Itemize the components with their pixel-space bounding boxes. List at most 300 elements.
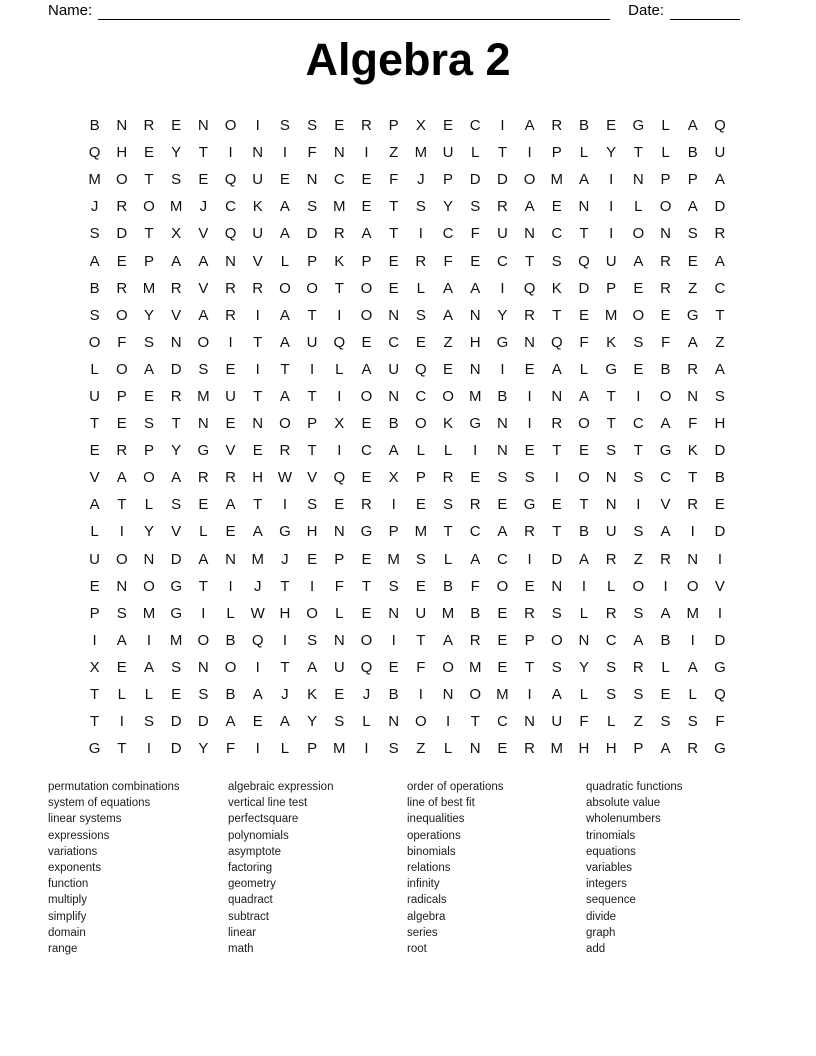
grid-letter-r4-c12: T — [389, 198, 399, 216]
grid-letter-r24-c8: L — [280, 740, 290, 758]
grid-letter-r21-c9: A — [307, 658, 318, 676]
grid-letter-r12-c11: E — [361, 415, 372, 433]
grid-letter-r16-c7: A — [252, 523, 263, 541]
word-bank-item: range — [48, 943, 78, 956]
grid-letter-r10-c24: A — [714, 360, 725, 378]
grid-letter-r7-c16: I — [500, 279, 505, 297]
grid-letter-r10-c19: L — [579, 360, 589, 378]
grid-letter-r23-c13: O — [415, 713, 427, 731]
word-bank-item: geometry — [228, 878, 276, 891]
grid-letter-r23-c11: L — [362, 713, 371, 731]
grid-letter-r5-c15: F — [470, 225, 480, 243]
grid-letter-r8-c7: I — [255, 306, 260, 324]
word-bank — [0, 779, 816, 959]
grid-letter-r13-c11: C — [361, 442, 372, 460]
grid-letter-r6-c3: P — [143, 252, 154, 270]
grid-letter-r16-c11: G — [360, 523, 373, 541]
grid-letter-r19-c14: M — [441, 604, 455, 622]
grid-letter-r22-c18: A — [551, 686, 562, 704]
grid-letter-r17-c20: R — [605, 550, 617, 568]
grid-letter-r24-c2: T — [117, 740, 127, 758]
grid-letter-r2-c2: H — [116, 144, 128, 162]
grid-letter-r14-c5: R — [197, 469, 209, 487]
word-bank-item: domain — [48, 926, 86, 939]
grid-letter-r15-c10: E — [334, 496, 345, 514]
grid-letter-r4-c4: M — [169, 198, 183, 216]
grid-letter-r13-c8: R — [279, 442, 291, 460]
grid-letter-r4-c14: Y — [443, 198, 454, 216]
word-bank-item: polynomials — [228, 829, 289, 842]
grid-letter-r4-c2: R — [116, 198, 128, 216]
grid-letter-r16-c23: I — [690, 523, 695, 541]
word-bank-item: equations — [586, 845, 636, 858]
grid-letter-r20-c16: E — [497, 631, 508, 649]
grid-letter-r24-c24: G — [714, 740, 726, 758]
grid-letter-r24-c13: Z — [416, 740, 426, 758]
page-title: Algebra 2 — [305, 34, 511, 85]
grid-letter-r2-c10: N — [333, 144, 345, 162]
grid-letter-r5-c7: U — [252, 225, 264, 243]
grid-letter-r5-c4: X — [171, 225, 182, 243]
grid-letter-r11-c18: N — [551, 387, 563, 405]
grid-letter-r24-c14: L — [443, 740, 453, 758]
grid-letter-r18-c8: T — [280, 577, 290, 595]
grid-letter-r8-c9: T — [307, 306, 317, 324]
grid-letter-r11-c9: T — [307, 387, 317, 405]
grid-letter-r9-c16: G — [496, 333, 509, 351]
grid-letter-r18-c14: B — [443, 577, 454, 595]
grid-letter-r17-c17: I — [527, 550, 532, 568]
grid-letter-r7-c22: R — [660, 279, 671, 297]
word-search-grid — [81, 112, 734, 762]
grid-letter-r8-c16: Y — [497, 306, 508, 324]
grid-letter-r16-c1: L — [90, 523, 99, 541]
grid-letter-r6-c9: P — [307, 252, 318, 270]
grid-letter-r24-c21: P — [633, 740, 644, 758]
grid-letter-r11-c22: O — [659, 387, 672, 405]
grid-letter-r5-c18: C — [551, 225, 563, 243]
grid-letter-r17-c6: N — [225, 550, 236, 568]
grid-letter-r8-c11: O — [360, 306, 373, 324]
grid-letter-r13-c2: R — [116, 442, 128, 460]
grid-letter-r16-c3: Y — [143, 523, 154, 541]
grid-letter-r1-c5: N — [197, 117, 209, 135]
grid-letter-r16-c24: D — [714, 523, 726, 541]
grid-letter-r20-c10: N — [333, 631, 345, 649]
word-bank-item: series — [407, 926, 438, 939]
grid-letter-r15-c19: T — [579, 496, 589, 514]
grid-letter-r8-c18: T — [552, 306, 562, 324]
grid-letter-r9-c9: U — [306, 333, 318, 351]
grid-letter-r5-c22: N — [660, 225, 671, 243]
grid-letter-r13-c12: A — [388, 442, 399, 460]
grid-letter-r2-c15: L — [471, 144, 480, 162]
grid-letter-r18-c20: L — [606, 577, 616, 595]
grid-letter-r7-c24: C — [714, 279, 726, 297]
grid-letter-r22-c4: E — [171, 686, 182, 704]
grid-letter-r15-c8: I — [282, 496, 287, 514]
grid-letter-r15-c16: E — [497, 496, 508, 514]
grid-letter-r17-c24: I — [717, 550, 722, 568]
grid-letter-r19-c7: W — [250, 604, 265, 622]
grid-letter-r12-c18: R — [551, 415, 563, 433]
grid-letter-r2-c12: Z — [389, 144, 399, 162]
word-bank-item: simplify — [48, 910, 87, 923]
grid-letter-r14-c10: Q — [333, 469, 346, 487]
word-bank-item: exponents — [48, 862, 102, 875]
grid-letter-r13-c5: G — [197, 442, 210, 460]
grid-letter-r2-c7: N — [252, 144, 264, 162]
grid-letter-r22-c21: S — [633, 686, 644, 704]
grid-letter-r12-c3: S — [143, 415, 154, 433]
grid-letter-r8-c17: R — [524, 306, 536, 324]
grid-letter-r8-c24: T — [715, 306, 725, 324]
word-bank-item: factoring — [228, 862, 273, 875]
grid-letter-r1-c1: B — [89, 117, 100, 135]
grid-letter-r20-c7: Q — [251, 631, 264, 649]
grid-letter-r10-c17: E — [524, 360, 535, 378]
grid-letter-r22-c14: N — [442, 686, 454, 704]
grid-letter-r13-c15: I — [473, 442, 478, 460]
grid-letter-r24-c10: M — [333, 740, 346, 758]
date-label: Date: — [628, 2, 664, 19]
grid-letter-r21-c8: T — [280, 658, 290, 676]
grid-letter-r4-c22: O — [659, 198, 672, 216]
grid-letter-r1-c17: A — [524, 117, 535, 135]
grid-letter-r18-c9: I — [310, 577, 315, 595]
grid-letter-r10-c11: A — [361, 360, 372, 378]
grid-letter-r5-c19: T — [579, 225, 589, 243]
grid-letter-r18-c23: O — [686, 577, 699, 595]
grid-letter-r17-c5: A — [198, 550, 209, 568]
grid-letter-r15-c22: V — [660, 496, 671, 514]
grid-letter-r16-c5: L — [199, 523, 208, 541]
grid-letter-r18-c10: F — [334, 577, 344, 595]
grid-letter-r12-c5: N — [197, 415, 209, 433]
grid-letter-r6-c16: C — [496, 252, 508, 270]
grid-letter-r9-c8: A — [279, 333, 290, 351]
grid-letter-r5-c17: N — [524, 225, 536, 243]
grid-letter-r10-c8: T — [280, 360, 290, 378]
grid-letter-r20-c11: O — [360, 631, 373, 649]
grid-letter-r13-c17: E — [524, 442, 535, 460]
grid-letter-r2-c14: U — [442, 144, 454, 162]
grid-letter-r16-c14: T — [443, 523, 453, 541]
word-bank-item: wholenumbers — [586, 813, 661, 826]
grid-letter-r24-c12: S — [388, 740, 399, 758]
grid-letter-r23-c1: T — [90, 713, 100, 731]
word-bank-item: operations — [407, 829, 461, 842]
grid-letter-r21-c17: T — [525, 658, 535, 676]
grid-letter-r2-c18: P — [551, 144, 562, 162]
grid-letter-r11-c11: O — [360, 387, 373, 405]
grid-letter-r8-c10: I — [337, 306, 342, 324]
grid-letter-r19-c3: M — [142, 604, 156, 622]
grid-letter-r23-c18: U — [551, 713, 563, 731]
grid-letter-r23-c15: T — [470, 713, 480, 731]
grid-letter-r2-c20: Y — [606, 144, 617, 162]
grid-letter-r22-c23: L — [688, 686, 697, 704]
grid-letter-r20-c24: D — [714, 631, 726, 649]
grid-letter-r20-c4: M — [169, 631, 183, 649]
grid-letter-r8-c13: S — [415, 306, 426, 324]
grid-letter-r22-c12: B — [388, 686, 399, 704]
grid-letter-r19-c24: I — [717, 604, 722, 622]
grid-letter-r18-c19: I — [581, 577, 587, 595]
grid-letter-r4-c20: I — [609, 198, 614, 216]
grid-letter-r19-c22: A — [660, 604, 671, 622]
grid-letter-r8-c20: M — [604, 306, 618, 324]
grid-letter-r21-c4: S — [171, 658, 182, 676]
grid-letter-r9-c15: H — [469, 333, 481, 351]
grid-letter-r18-c17: E — [524, 577, 535, 595]
grid-letter-r17-c11: E — [361, 550, 372, 568]
grid-letter-r22-c7: A — [252, 686, 263, 704]
grid-letter-r4-c8: A — [279, 198, 290, 216]
grid-letter-r20-c6: B — [225, 631, 236, 649]
grid-letter-r19-c8: H — [279, 604, 291, 622]
grid-letter-r7-c23: Z — [688, 279, 698, 297]
grid-letter-r24-c22: A — [660, 740, 671, 758]
grid-letter-r10-c3: A — [143, 360, 154, 378]
word-bank-item: permutation combinations — [48, 781, 180, 793]
grid-letter-r20-c20: C — [605, 631, 617, 649]
grid-letter-r15-c24: E — [714, 496, 725, 514]
grid-letter-r18-c21: O — [632, 577, 645, 595]
grid-letter-r17-c4: D — [170, 550, 182, 568]
grid-letter-r9-c20: K — [606, 333, 617, 351]
grid-letter-r11-c2: P — [116, 387, 127, 405]
grid-letter-r3-c19: A — [578, 171, 589, 189]
grid-letter-r18-c13: E — [415, 577, 426, 595]
grid-letter-r3-c24: A — [714, 171, 725, 189]
grid-letter-r15-c20: N — [605, 496, 617, 514]
grid-letter-r10-c20: G — [605, 360, 617, 378]
grid-letter-r2-c24: U — [714, 144, 726, 162]
grid-letter-r17-c14: L — [443, 550, 453, 568]
grid-letter-r3-c9: N — [306, 171, 318, 189]
grid-letter-r17-c22: R — [660, 550, 671, 568]
grid-letter-r23-c14: I — [445, 713, 451, 731]
grid-letter-r18-c24: V — [714, 577, 725, 595]
grid-letter-r5-c16: U — [496, 225, 508, 243]
grid-letter-r9-c13: E — [415, 333, 426, 351]
grid-letter-r16-c22: A — [660, 523, 671, 541]
grid-letter-r21-c24: G — [714, 658, 726, 676]
grid-letter-r7-c9: O — [306, 279, 318, 297]
grid-letter-r17-c12: M — [387, 550, 400, 568]
grid-letter-r8-c3: Y — [143, 306, 154, 324]
grid-letter-r15-c21: I — [636, 496, 641, 514]
grid-letter-r8-c22: E — [660, 306, 671, 324]
grid-letter-r9-c5: O — [197, 333, 210, 351]
grid-letter-r11-c14: O — [442, 387, 454, 405]
word-bank-item: line of best fit — [407, 797, 475, 810]
grid-letter-r3-c22: P — [660, 171, 671, 189]
word-bank-item: graph — [586, 926, 616, 939]
word-bank-column-4 — [586, 779, 764, 957]
grid-letter-r17-c18: D — [551, 550, 563, 568]
grid-letter-r3-c17: O — [523, 171, 536, 189]
grid-letter-r11-c19: A — [578, 387, 589, 405]
grid-letter-r13-c10: I — [337, 442, 342, 460]
grid-letter-r20-c21: A — [633, 631, 644, 649]
grid-letter-r2-c11: I — [364, 144, 369, 162]
grid-letter-r16-c17: R — [524, 523, 536, 541]
grid-letter-r2-c19: L — [579, 144, 589, 162]
grid-letter-r22-c16: M — [496, 686, 509, 704]
grid-letter-r10-c14: E — [443, 360, 454, 378]
grid-letter-r12-c12: B — [388, 415, 399, 433]
grid-letter-r10-c12: U — [388, 360, 400, 378]
word-bank-item: math — [228, 943, 254, 956]
word-bank-item: quadract — [228, 894, 273, 907]
grid-letter-r1-c4: E — [171, 117, 182, 135]
grid-letter-r3-c14: P — [443, 171, 454, 189]
grid-letter-r11-c21: I — [636, 387, 641, 405]
word-bank-item: asymptote — [228, 845, 282, 858]
grid-letter-r7-c20: P — [606, 279, 617, 297]
grid-letter-r3-c20: I — [609, 171, 614, 189]
grid-letter-r4-c21: L — [634, 198, 643, 216]
grid-letter-r7-c18: K — [551, 279, 562, 297]
grid-letter-r23-c10: S — [334, 713, 345, 731]
grid-letter-r3-c6: Q — [224, 171, 237, 189]
grid-letter-r23-c16: C — [496, 713, 508, 731]
grid-letter-r9-c18: Q — [550, 333, 563, 351]
grid-letter-r20-c2: A — [116, 631, 127, 649]
grid-letter-r16-c8: G — [279, 523, 291, 541]
grid-letter-r12-c14: K — [443, 415, 454, 433]
word-bank-column-2 — [228, 779, 406, 957]
grid-letter-r18-c22: I — [663, 577, 668, 595]
grid-letter-r4-c6: C — [225, 198, 236, 216]
grid-letter-r12-c1: T — [90, 415, 100, 433]
grid-letter-r15-c6: A — [225, 496, 236, 514]
grid-letter-r12-c21: C — [632, 415, 644, 433]
grid-letter-r12-c7: N — [252, 415, 264, 433]
grid-letter-r11-c13: C — [415, 387, 427, 405]
grid-letter-r21-c1: X — [89, 658, 100, 676]
grid-letter-r17-c2: O — [115, 550, 128, 568]
grid-letter-r23-c12: N — [388, 713, 400, 731]
grid-letter-r21-c12: E — [388, 658, 399, 676]
grid-letter-r7-c14: A — [443, 279, 454, 297]
grid-letter-r18-c2: N — [116, 577, 128, 595]
grid-letter-r8-c6: R — [225, 306, 236, 324]
grid-letter-r1-c20: E — [606, 117, 617, 135]
grid-letter-r24-c15: N — [469, 740, 481, 758]
grid-letter-r6-c22: R — [660, 252, 671, 270]
grid-letter-r20-c13: T — [416, 631, 426, 649]
grid-letter-r22-c13: I — [418, 686, 423, 704]
grid-letter-r24-c16: E — [497, 740, 508, 758]
grid-letter-r5-c3: T — [144, 225, 154, 243]
grid-letter-r13-c7: E — [252, 442, 263, 460]
grid-letter-r17-c3: N — [143, 550, 155, 568]
grid-letter-r19-c12: N — [388, 604, 400, 622]
grid-letter-r15-c4: S — [171, 496, 182, 514]
grid-letter-r14-c2: A — [116, 469, 127, 487]
grid-letter-r11-c20: T — [606, 387, 616, 405]
word-bank-item: infinity — [407, 878, 440, 891]
grid-letter-r2-c1: Q — [88, 144, 101, 162]
grid-letter-r14-c21: S — [633, 469, 644, 487]
grid-letter-r5-c13: I — [418, 225, 423, 243]
grid-letter-r14-c19: O — [578, 469, 590, 487]
grid-letter-r11-c23: N — [687, 387, 699, 405]
grid-letter-r4-c19: N — [578, 198, 590, 216]
grid-letter-r5-c12: T — [389, 225, 399, 243]
grid-letter-r17-c21: Z — [633, 550, 643, 568]
grid-letter-r5-c10: R — [333, 225, 345, 243]
grid-letter-r21-c10: U — [333, 658, 345, 676]
grid-letter-r4-c9: S — [307, 198, 318, 216]
grid-letter-r22-c17: I — [527, 686, 532, 704]
grid-letter-r3-c4: S — [171, 171, 182, 189]
grid-letter-r8-c23: G — [686, 306, 699, 324]
word-bank-item: expressions — [48, 829, 110, 842]
grid-letter-r12-c23: F — [688, 415, 698, 433]
grid-letter-r14-c15: E — [470, 469, 481, 487]
grid-letter-r3-c1: M — [88, 171, 101, 189]
grid-letter-r18-c5: T — [198, 577, 208, 595]
grid-letter-r19-c15: B — [470, 604, 481, 622]
grid-letter-r18-c11: T — [361, 577, 372, 595]
grid-letter-r9-c3: S — [143, 333, 154, 351]
grid-letter-r12-c10: X — [334, 415, 345, 433]
grid-letter-r4-c18: E — [551, 198, 562, 216]
grid-letter-r24-c7: I — [255, 740, 260, 758]
grid-letter-r13-c1: E — [89, 442, 100, 460]
grid-letter-r19-c23: M — [686, 604, 699, 622]
grid-letter-r24-c20: H — [605, 740, 617, 758]
grid-letter-r24-c11: I — [364, 740, 369, 758]
grid-letter-r15-c12: I — [391, 496, 396, 514]
word-bank-item: variations — [48, 845, 98, 858]
grid-letter-r8-c5: A — [198, 306, 209, 324]
grid-letter-r10-c10: L — [335, 360, 344, 378]
grid-letter-r22-c3: L — [144, 686, 154, 704]
grid-letter-r18-c16: O — [496, 577, 509, 595]
grid-letter-r16-c12: P — [388, 523, 399, 541]
grid-letter-r7-c8: O — [279, 279, 291, 297]
grid-letter-r21-c19: Y — [578, 658, 589, 676]
word-bank-item: algebraic expression — [228, 781, 334, 793]
grid-letter-r14-c7: H — [252, 469, 264, 487]
grid-letter-r19-c19: L — [579, 604, 589, 622]
grid-letter-r7-c21: E — [633, 279, 644, 297]
grid-letter-r12-c19: O — [578, 415, 590, 433]
grid-letter-r9-c23: A — [687, 333, 698, 351]
grid-letter-r11-c3: E — [143, 387, 154, 405]
grid-letter-r15-c23: R — [687, 496, 699, 514]
grid-letter-r12-c8: O — [279, 415, 291, 433]
grid-letter-r1-c19: B — [578, 117, 589, 135]
grid-letter-r16-c2: I — [119, 523, 124, 541]
grid-letter-r23-c20: L — [606, 713, 616, 731]
grid-letter-r6-c23: E — [687, 252, 698, 270]
grid-letter-r9-c19: F — [579, 333, 589, 351]
grid-letter-r5-c21: O — [632, 225, 645, 243]
grid-letter-r19-c21: S — [633, 604, 644, 622]
grid-letter-r5-c1: S — [89, 225, 100, 243]
grid-letter-r7-c5: V — [198, 279, 209, 297]
grid-letter-r14-c3: O — [143, 469, 155, 487]
grid-letter-r3-c18: M — [550, 171, 564, 189]
grid-letter-r19-c16: E — [497, 604, 508, 622]
grid-letter-r13-c22: G — [659, 442, 672, 460]
